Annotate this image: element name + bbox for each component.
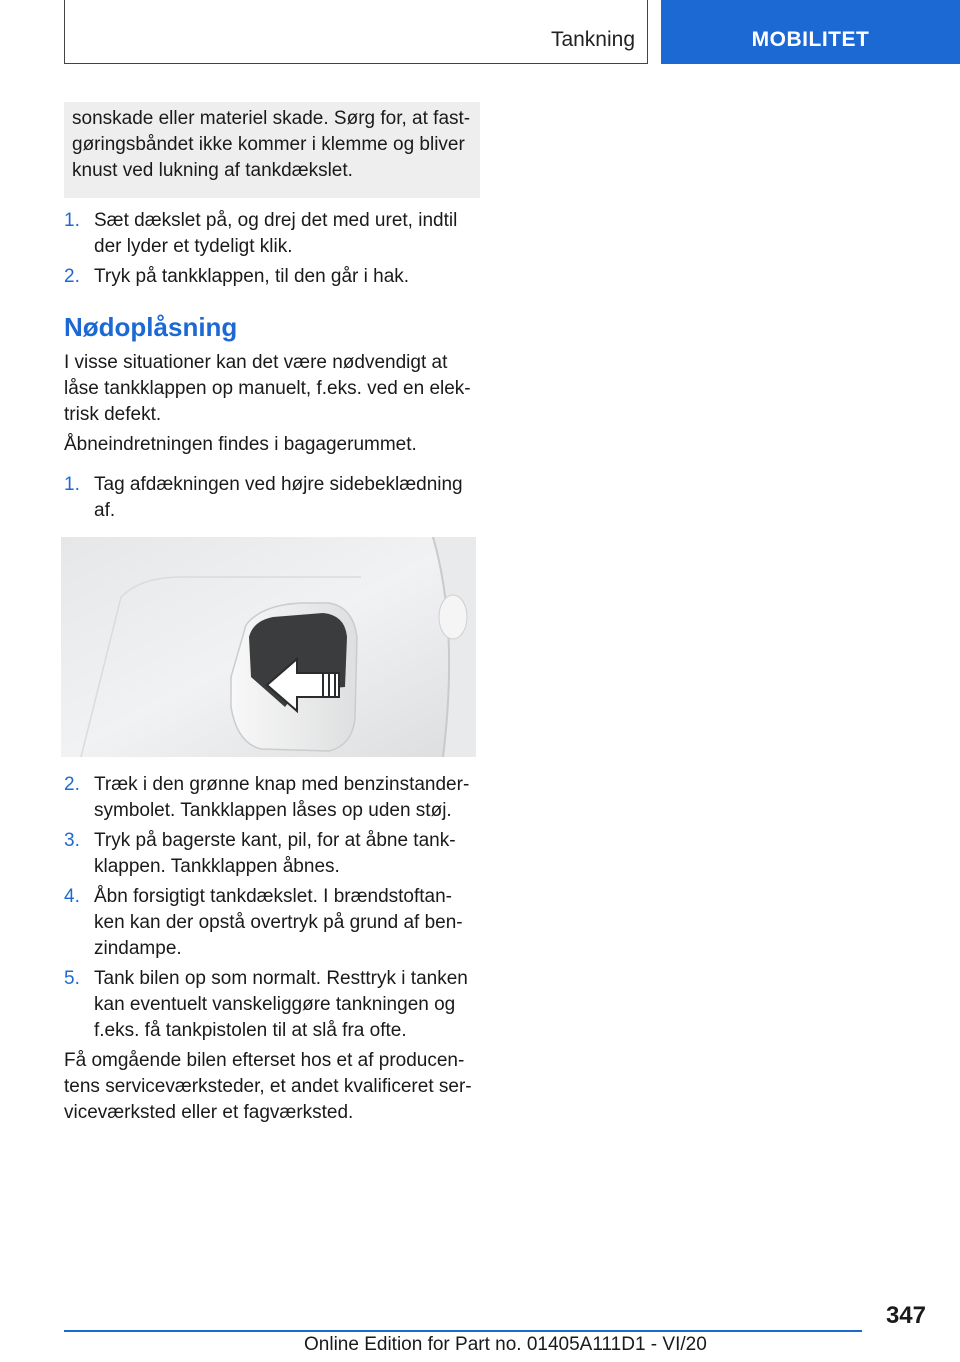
step-number: 2. xyxy=(64,774,80,795)
step-text: Sæt dækslet på, og drej det med uret, indtil der lyder et tydeligt klik. xyxy=(94,210,458,257)
list-item xyxy=(64,828,480,880)
list-item xyxy=(64,884,480,962)
chapter-title: Tankning xyxy=(550,28,635,51)
step-number: 4. xyxy=(64,886,80,907)
list-item xyxy=(64,264,480,290)
intro-paragraph: I visse situationer kan det være nødvendigt at låse tankklappen op manuelt, f.eks. ved en elek-trisk defekt. xyxy=(64,352,471,425)
header-section-tab xyxy=(661,0,960,64)
step-text: Tryk på bagerste kant, pil, for at åbne tank-klappen. Tankklappen åbnes. xyxy=(94,830,456,877)
page-number: 347 xyxy=(885,1302,926,1329)
closing-paragraph: Få omgående bilen efterset hos et af producen-tens serviceværksteder, et andet kvalificeret ser-viceværksted eller et fagværksted. xyxy=(64,1050,472,1123)
step-number: 5. xyxy=(64,968,80,989)
step-text: Åbn forsigtigt tankdækslet. I brændstoftan-ken kan der opstå overtryk på grund af ben-zindampe. xyxy=(94,886,463,959)
step-text: Træk i den grønne knap med benzinstander-symbolet. Tankklappen låses op uden støj. xyxy=(94,774,470,821)
location-paragraph: Åbneindretningen findes i bagagerummet. xyxy=(64,434,417,455)
footer-divider xyxy=(64,1330,862,1332)
step-text: Tryk på tankklappen, til den går i hak. xyxy=(94,266,410,287)
step-number: 2. xyxy=(64,266,80,287)
list-item xyxy=(64,772,480,824)
list-item xyxy=(64,208,480,260)
step-number: 1. xyxy=(64,474,80,495)
trunk-panel-photo xyxy=(61,537,476,757)
list-item xyxy=(64,472,480,524)
step-text: Tag afdækningen ved højre sidebeklædning af. xyxy=(94,474,463,521)
step-text: Tank bilen op som normalt. Resttryk i tanken kan eventuelt vanskeliggøre tankningen og f.eks. få tankpistolen til at slå fra ofte. xyxy=(94,968,468,1041)
list-item xyxy=(64,966,480,1044)
footer-edition: Online Edition for Part no. 01405A111D1 - VI/20 xyxy=(304,1334,707,1355)
header-chapter-box xyxy=(64,0,648,64)
section-title: MOBILITET xyxy=(751,28,870,51)
section-heading: Nødoplåsning xyxy=(64,312,238,342)
warning-note: sonskade eller materiel skade. Sørg for, at fast-gøringsbåndet ikke kommer i klemme og bliver knust ved lukning af tankdækslet. xyxy=(64,102,480,198)
step-number: 1. xyxy=(64,210,80,231)
step-number: 3. xyxy=(64,830,80,851)
